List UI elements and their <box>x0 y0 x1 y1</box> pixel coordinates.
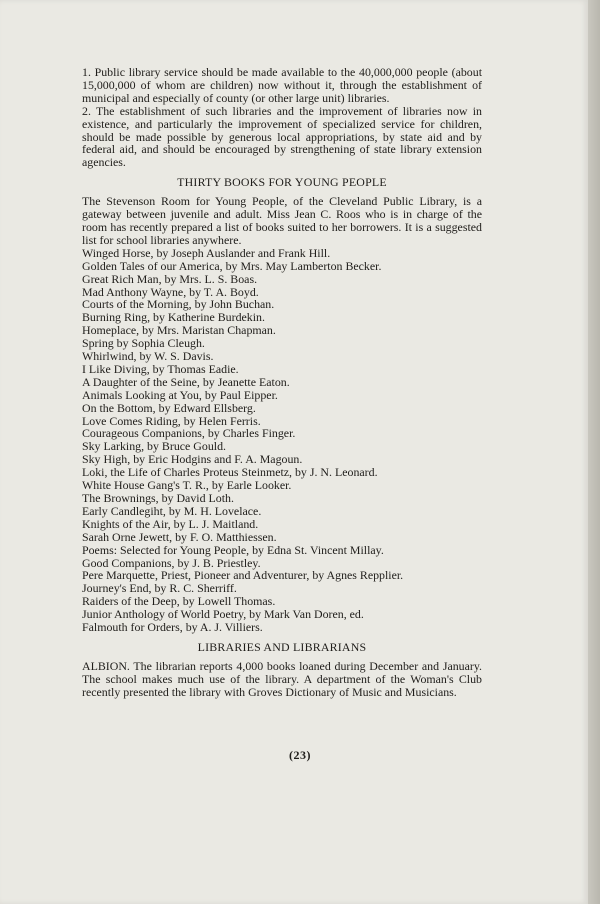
page-content <box>82 66 482 699</box>
book-item: Junior Anthology of World Poetry, by Mark Van Doren, ed. <box>82 607 364 622</box>
book-item: Mad Anthony Wayne, by T. A. Boyd. <box>82 284 259 299</box>
book-item: The Brownings, by David Loth. <box>82 491 234 505</box>
book-item: Early Candlegiht, by M. H. Lovelace. <box>82 503 262 518</box>
book-item: Sarah Orne Jewett, by F. O. Matthiessen. <box>82 529 277 544</box>
book-item: Sky Larking, by Bruce Gould. <box>82 439 226 454</box>
book-item: Courageous Companions, by Charles Finger. <box>82 426 296 441</box>
libraries-section-heading: LIBRARIES AND LIBRARIANS <box>197 639 367 654</box>
book-item: Journey's End, by R. C. Sherriff. <box>82 581 237 596</box>
recommendation-1: 1. Public library service should be made available to the 40,000,000 people (about 15,000,000 of whom are children) now without it, through the establishment of municipal and especially of county (or other large unit) libraries. <box>82 65 482 105</box>
book-item: Golden Tales of our America, by Mrs. May Lamberton Becker. <box>82 258 382 273</box>
book-item: Homeplace, by Mrs. Maristan Chapman. <box>82 323 276 338</box>
book-item: Spring by Sophia Cleugh. <box>82 336 205 351</box>
book-item: Good Companions, by J. B. Priestley. <box>82 555 261 570</box>
page-edge <box>588 0 600 904</box>
book-item: Winged Horse, by Joseph Auslander and Frank Hill. <box>82 245 331 260</box>
book-item: Courts of the Morning, by John Buchan. <box>82 297 275 312</box>
book-item: On the Bottom, by Edward Ellsberg. <box>82 400 256 415</box>
book-item: Love Comes Riding, by Helen Ferris. <box>82 413 261 428</box>
books-section-heading: THIRTY BOOKS FOR YOUNG PEOPLE <box>177 175 387 190</box>
book-item: Animals Looking at You, by Paul Eipper. <box>82 387 278 402</box>
library-entry-albion: ALBION. The librarian reports 4,000 books loaned during December and January. The school makes much use of the library. A department of the Woman's Club recently presented the library with Groves Dictionary of Music and Musicians. <box>82 658 482 699</box>
book-item: White House Gang's T. R., by Earle Looker. <box>82 478 292 493</box>
book-item: Great Rich Man, by Mrs. L. S. Boas. <box>82 271 258 286</box>
book-item: A Daughter of the Seine, by Jeanette Eaton. <box>82 374 290 389</box>
book-item: Sky High, by Eric Hodgins and F. A. Magoun. <box>82 452 303 467</box>
book-item: Falmouth for Orders, by A. J. Villiers. <box>82 620 263 635</box>
book-item: Whirlwind, by W. S. Davis. <box>82 349 214 364</box>
books-intro: The Stevenson Room for Young People, of the Cleveland Public Library, is a gateway between juvenile and adult. Miss Jean C. Roos who is in charge of the room has recently prepared a list of books suited to her borrowers. It is a suggested list for school libraries anywhere. <box>82 194 482 247</box>
book-list <box>82 247 482 634</box>
book-item: Knights of the Air, by L. J. Maitland. <box>82 516 259 531</box>
book-item: Loki, the Life of Charles Proteus Steinmetz, by J. N. Leonard. <box>82 465 378 480</box>
book-item: Burning Ring, by Katherine Burdekin. <box>82 310 265 325</box>
book-item: I Like Diving, by Thomas Eadie. <box>82 361 239 376</box>
book-item: Pere Marquette, Priest, Pioneer and Adventurer, by Agnes Repplier. <box>82 568 404 583</box>
book-item: Poems: Selected for Young People, by Edna St. Vincent Millay. <box>82 542 384 557</box>
book-item: Raiders of the Deep, by Lowell Thomas. <box>82 594 276 609</box>
recommendation-2: 2. The establishment of such libraries and the improvement of libraries now in existence, and particularly the improvement of specialized service for children, should be made possible by generous local appropriations, by state aid and by federal aid, and should be encouraged by strengthening of state library extension agencies. <box>82 103 482 170</box>
page-number: (23) <box>289 748 311 762</box>
